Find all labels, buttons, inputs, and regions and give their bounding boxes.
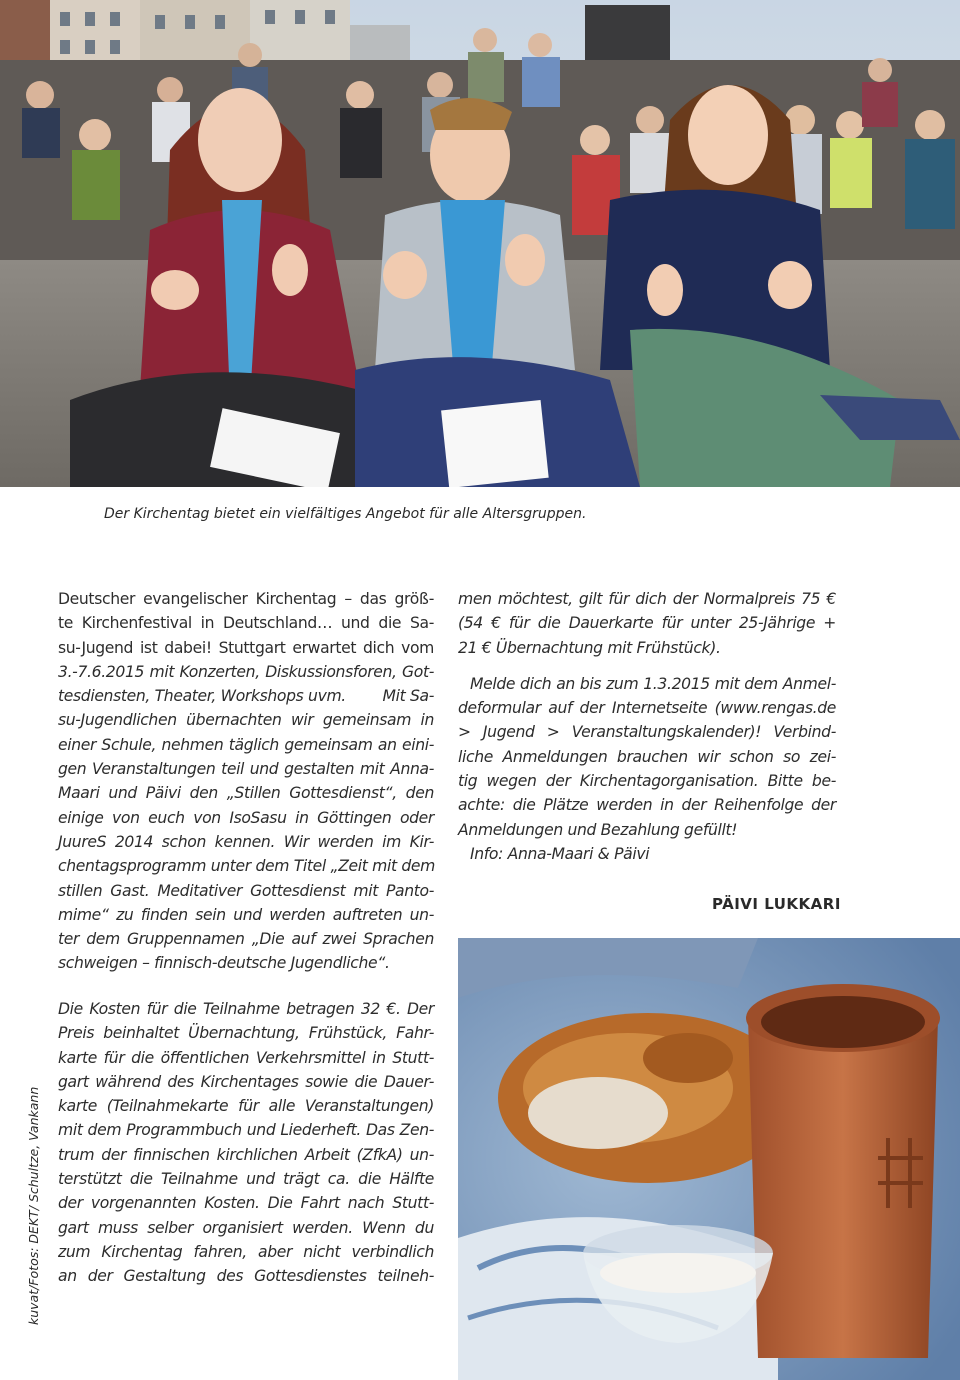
text-line: JuureS 2014 schon kennen. Wir werden im Kir-: [58, 832, 434, 851]
text-line: trum der finnischen kirchlichen Arbeit (ZfkA) un-: [58, 1145, 434, 1164]
cost-text: [58, 997, 434, 1289]
text-line: 21 € Übernachtung mit Frühstück).: [458, 638, 721, 657]
text-line: Preis beinhaltet Übernachtung, Frühstück, Fahr-: [58, 1024, 434, 1043]
text-line: te Kirchenfestival in Deutschland… und die Sa-: [58, 614, 434, 633]
photo-caption: Der Kirchentag bietet ein vielfältiges Angebot für alle Altersgruppen.: [104, 506, 587, 522]
text-line: an der Gestaltung des Gottesdienstes teilneh-: [58, 1267, 434, 1286]
text-line: men möchtest, gilt für dich der Normalpreis 75 €: [458, 590, 836, 608]
text-line: > Jugend > Veranstaltungskalender)! Verbind-: [458, 723, 836, 742]
text-line: mime“ zu finden sein und werden auftreten un-: [58, 905, 434, 924]
text-segment: Mit Sa-: [382, 687, 434, 706]
text-line: Die Kosten für die Teilnahme betragen 32 €. Der: [58, 1000, 434, 1018]
text-line: karte (Teilnahmekarte für alle Veranstaltungen): [58, 1097, 434, 1116]
text-line: stillen Gast. Meditativer Gottesdienst mit Panto-: [58, 881, 434, 900]
text-line: Info: Anna-Maari & Päivi: [470, 844, 650, 863]
text-segment: tesdiensten, Theater, Workshops uvm.: [58, 687, 346, 706]
text-line: gen Veranstaltungen teil und gestalten mit Anna-: [58, 760, 434, 779]
text-line: einer Schule, nehmen täglich gemeinsam an eini-: [58, 735, 434, 754]
text-line: deformular auf der Internetseite (www.rengas.de: [458, 699, 836, 718]
crowd-photo: [0, 0, 960, 487]
text-line: Deutscher evangelischer Kirchentag – das größ-: [58, 590, 434, 608]
text-line: einige von euch von IsoSasu in Göttingen oder: [58, 808, 434, 827]
text-line: mit dem Programmbuch und Liederheft. Das Zen-: [58, 1121, 434, 1140]
text-line: 3.-7.6.2015 mit Konzerten, Diskussionsforen, Got-: [58, 662, 434, 681]
text-line: terstützt die Teilnahme und trägt ca. die Hälfte: [58, 1170, 434, 1189]
photo-credit: kuvat/Fotos: DEKT/ Schultze, Vankann: [26, 1086, 41, 1325]
text-line: schweigen – finnisch-deutsche Jugendliche“.: [58, 954, 390, 973]
text-line: liche Anmeldungen brauchen wir schon so zei-: [458, 747, 836, 766]
text-line: karte für die öffentlichen Verkehrsmittel in Stutt-: [58, 1048, 434, 1067]
text-line: tig wegen der Kirchentagorganisation. Bitte be-: [458, 772, 836, 791]
text-line: su-Jugendlichen übernachten wir gemeinsam in: [58, 711, 434, 730]
text-line: gart muss selber organisiert werden. Wenn du: [58, 1218, 434, 1237]
intro-text: [58, 587, 434, 976]
author-name: PÄIVI LUKKARI: [712, 895, 841, 913]
text-line: der vorgenannten Kosten. Die Fahrt nach Stutt-: [58, 1194, 434, 1213]
text-line: achte: die Plätze werden in der Reihenfolge der: [458, 796, 836, 815]
bread-cup-photo: [458, 938, 960, 1380]
text-line: (54 € für die Dauerkarte für unter 25-Jährige +: [458, 614, 836, 633]
text-line: Maari und Päivi den „Stillen Gottesdienst“, den: [58, 784, 434, 803]
text-line-mixed: [58, 684, 434, 708]
text-line: chentagsprogramm unter dem Titel „Zeit mit dem: [58, 857, 435, 876]
registration-text: [458, 587, 836, 866]
text-line: gart während des Kirchentages sowie die Dauer-: [58, 1072, 434, 1091]
text-line: su-Jugend ist dabei! Stuttgart erwartet dich vom: [58, 638, 434, 657]
text-line: Melde dich an bis zum 1.3.2015 mit dem Anmel-: [470, 674, 836, 693]
text-line: ter dem Gruppennamen „Die auf zwei Sprachen: [58, 930, 434, 949]
text-line: zum Kirchentag fahren, aber nicht verbindlich: [58, 1242, 434, 1261]
text-line: Anmeldungen und Bezahlung gefüllt!: [458, 820, 738, 839]
